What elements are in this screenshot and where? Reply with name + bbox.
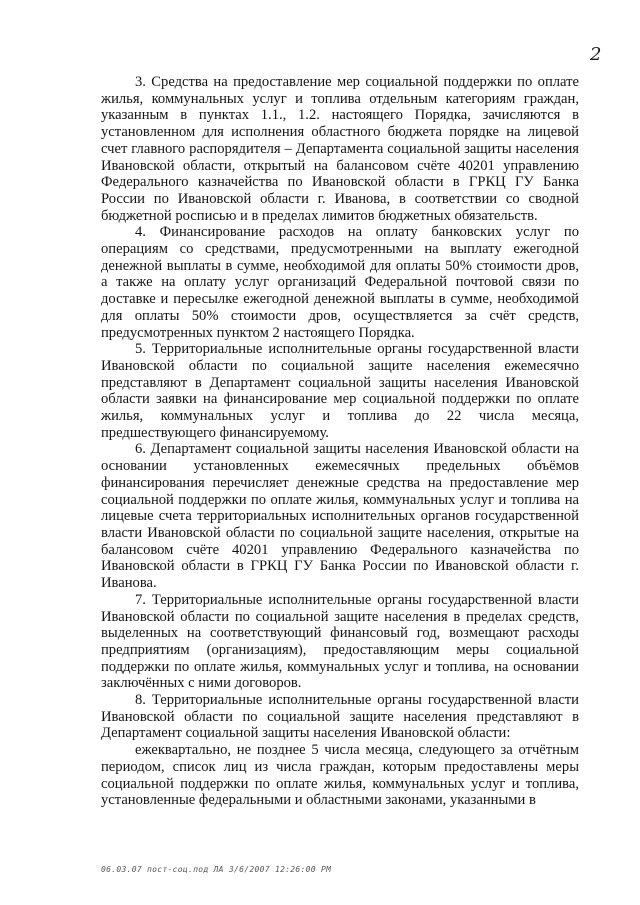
paragraph-7: 7. Территориальные исполнительные органы государственной власти Ивановской области по социальной защите населения в пределах средств, выделенных на соответствующий финансовый год, возмещают расходы предприятиям (организациям), предоставляющим меры социальной поддержки по оплате жилья, коммунальных услуг и топлива, на основании заключённых с ними договоров. [101, 591, 579, 692]
paragraph-3: 3. Средства на предоставление мер социальной поддержки по оплате жилья, коммунальных услуг и топлива отдельным категориям граждан, указанным в пунктах 1.1., 1.2. настоящего Порядка, зачисляются в установленном для исполнения областного бюджета порядке на лицевой счет главного распорядителя – Департамента социальной защиты населения Ивановской области, открытый на балансовом счёте 40201 управлению Федерального казначейства по Ивановской области в ГРКЦ ГУ Банка России по Ивановской области г. Иванова, в соответствии со сводной бюджетной росписью и в пределах лимитов бюджетных обязательств. [101, 74, 579, 224]
paragraph-6: 6. Департамент социальной защиты населения Ивановской области на основании установленных ежемесячных предельных объёмов финансирования перечисляет денежные средства на предоставление мер социальной поддержки по оплате жилья, коммунальных услуг и топлива на лицевые счета территориальных исполнительных органов государственной власти Ивановской области по социальной защите населения, открытые на балансовом счёте 40201 управлению Федерального казначейства по Ивановской области в ГРКЦ ГУ Банка России по Ивановской области г. Иванова. [101, 441, 579, 592]
paragraph-8: 8. Территориальные исполнительные органы государственной власти Ивановской области по социальной защите населения представляют в Департамент социальной защиты населения Ивановской области: [101, 692, 579, 742]
paragraph-5: 5. Территориальные исполнительные органы государственной власти Ивановской области по социальной защите населения ежемесячно представляют в Департамент социальной защиты населения Ивановской области заявки на финансирование мер социальной поддержки по оплате жилья, коммунальных услуг и топлива до 22 числа месяца, предшествующего финансируемому. [101, 341, 579, 441]
page-number: 2 [590, 44, 602, 65]
paragraph-4: 4. Финансирование расходов на оплату банковских услуг по операциям со средствами, предусмотренными на выплату ежегодной денежной выплаты в сумме, необходимой для оплаты 50% стоимости дров, а также на оплату услуг организаций Федеральной почтовой связи по доставке и пересылке ежегодной денежной выплаты в сумме, необходимой для оплаты 50% стоимости дров, осуществляется за счёт средств, предусмотренных пунктом 2 настоящего Порядка. [101, 224, 579, 341]
document-body [101, 74, 579, 809]
footer-file-stamp: 06.03.07 пост-соц.под ЛА 3/6/2007 12:26:00 PM [101, 865, 332, 874]
paragraph-8-quarterly: ежеквартально, не позднее 5 числа месяца, следующего за отчётным периодом, список лиц из числа граждан, которым предоставлены меры социальной поддержки по оплате жилья, коммунальных услуг и топлива, установленные федеральными и областными законами, указанными в [101, 742, 579, 809]
